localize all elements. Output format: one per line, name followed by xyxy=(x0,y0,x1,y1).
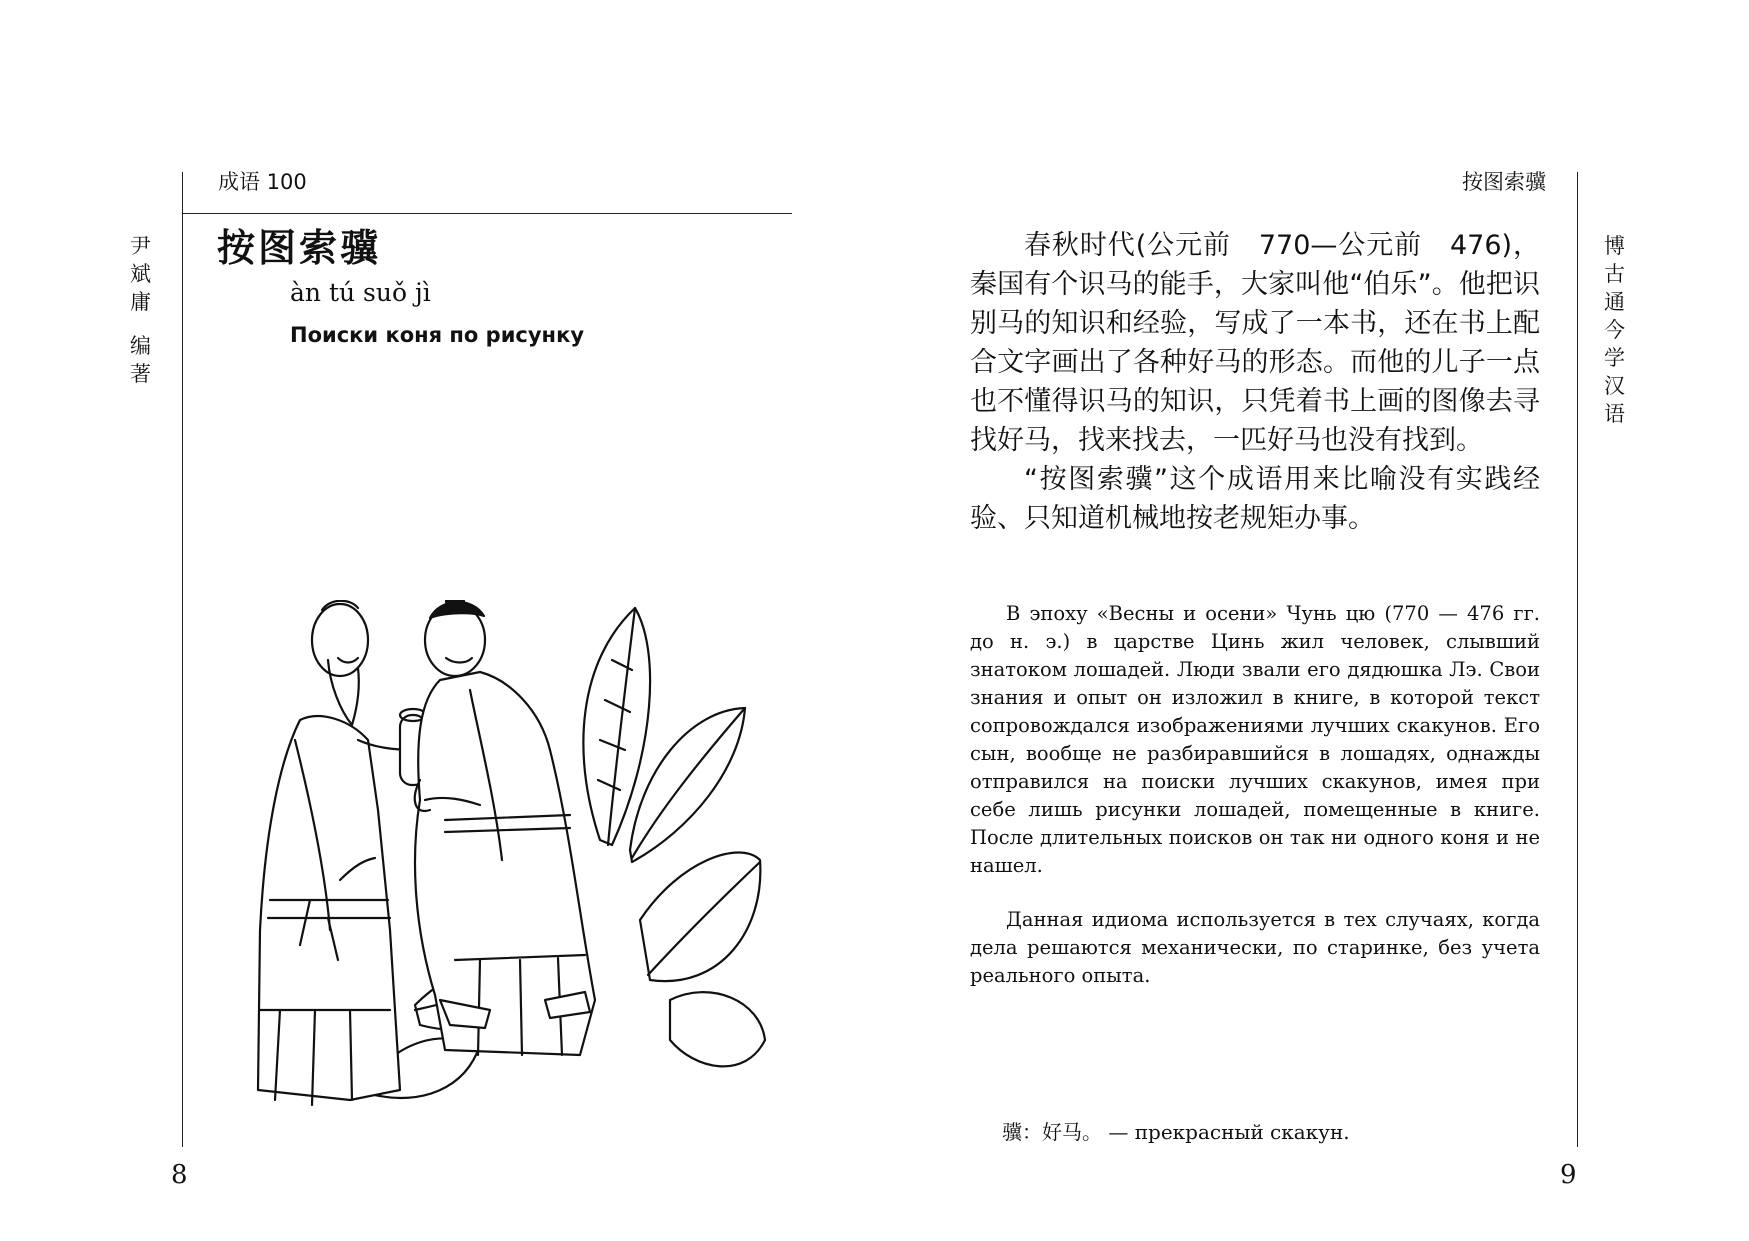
left-page-number: 8 xyxy=(171,1160,188,1190)
right-page-number: 9 xyxy=(1560,1160,1577,1190)
author-vertical-caption xyxy=(130,232,151,388)
idiom-title: 按图索骥 xyxy=(217,226,382,270)
russian-paragraph: В эпоху «Весны и осени» Чунь цю (770 — 476 гг. до н. э.) в царстве Цинь жил человек, слывший знатоком лошадей. Люди звали его дядюшка Лэ. Свои знания и опыт он изложил в книге, в которой текст сопровождался изображениями лучших скакунов. Его сын, вообще не разбиравшийся в лошадях, однажды отправился на поиски лучших скакунов, имея при себе лишь рисунки лошадей, помещенные в книге. После длительных поисков он так ни одного коня и не нашел. xyxy=(970,602,1540,877)
right-margin-rule xyxy=(1577,172,1578,1147)
series-vertical-caption xyxy=(1604,232,1625,428)
two-scholars-with-scroll-illustration xyxy=(240,600,780,1140)
series-char: 通 xyxy=(1604,290,1625,314)
left-margin-rule xyxy=(182,172,183,1147)
role-char: 著 xyxy=(130,362,151,386)
author-char: 尹 xyxy=(130,234,151,258)
series-char: 今 xyxy=(1604,318,1625,342)
author-char: 斌 xyxy=(130,262,151,286)
left-running-head: 成语 100 xyxy=(218,170,307,194)
series-char: 博 xyxy=(1604,234,1625,258)
footnote: 骥：好马。 — прекрасный скакун. xyxy=(1002,1120,1350,1144)
leaf-tall xyxy=(583,608,650,845)
leaf-lower-right xyxy=(640,853,760,982)
chinese-paragraph: “按图索骥”这个成语用来比喻没有实践经验、只知道机械地按老规矩办事。 xyxy=(970,464,1540,534)
chinese-paragraph: 春秋时代(公元前 770—公元前 476)，秦国有个识马的能手，大家叫他“伯乐”。他把识别马的知识和经验，写成了一本书，还在书上配合文字画出了各种好马的形态。而他的儿子一点也不懂得识马的知识，只凭着书上画的图像去寻找好马，找来找去，一匹好马也没有找到。 xyxy=(970,230,1540,456)
author-char: 庸 xyxy=(130,290,151,314)
left-header-rule xyxy=(182,213,792,214)
series-char: 汉 xyxy=(1604,374,1625,398)
series-char: 语 xyxy=(1604,402,1625,426)
series-char: 古 xyxy=(1604,262,1625,286)
left-figure-head xyxy=(312,604,368,676)
idiom-pinyin: àn tú suǒ jì xyxy=(290,278,431,307)
russian-paragraph: Данная идиома используется в тех случаях, когда дела решаются механически, по старинке, без учета реального опыта. xyxy=(970,908,1540,987)
idiom-russian-title: Поиски коня по рисунку xyxy=(290,323,585,347)
series-char: 学 xyxy=(1604,346,1625,370)
role-char: 编 xyxy=(130,334,151,358)
right-running-head: 按图索骥 xyxy=(1462,170,1546,194)
